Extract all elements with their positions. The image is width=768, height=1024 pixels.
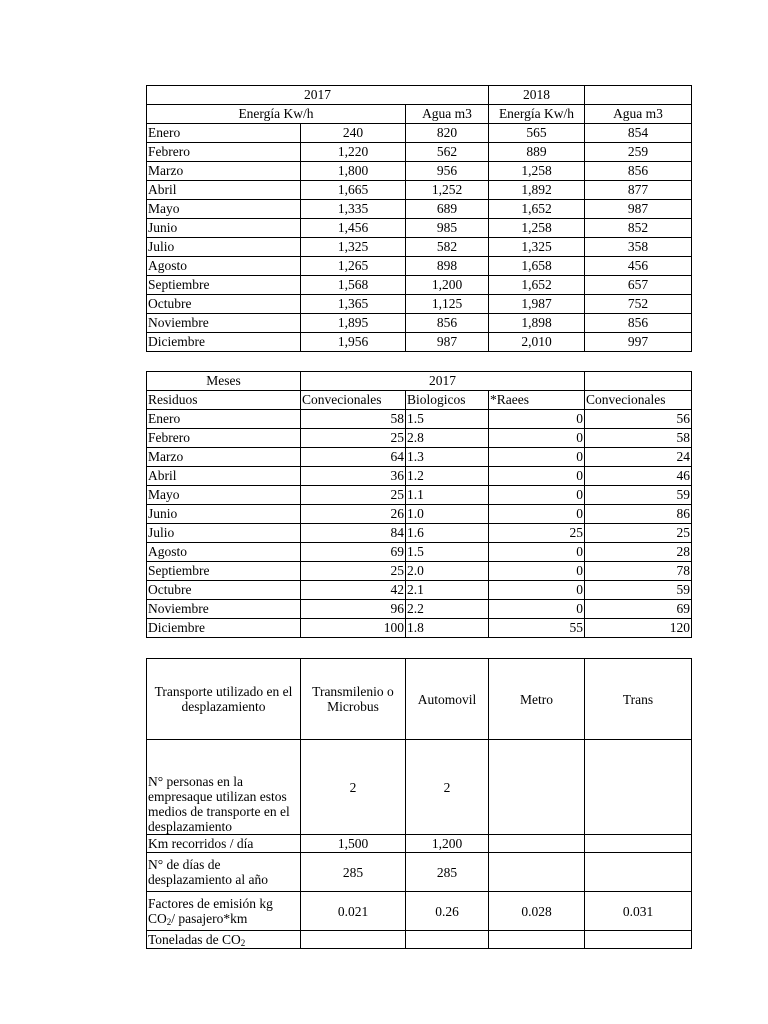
energia-2018-cell: 565	[489, 124, 585, 143]
month-cell: Junio	[147, 219, 301, 238]
convencionales-2-cell: 46	[585, 467, 692, 486]
consumption-row	[147, 219, 692, 238]
toneladas-trans	[585, 931, 692, 949]
trans-header: Trans	[585, 659, 692, 740]
toneladas-metro	[489, 931, 585, 949]
dias-row	[147, 853, 692, 892]
consumption-row	[147, 200, 692, 219]
factor-transmilenio: 0.021	[301, 892, 406, 931]
agua-2017-cell: 956	[406, 162, 489, 181]
biologicos-cell: 1.5	[406, 410, 489, 429]
convencionales-header: Convecionales	[301, 391, 406, 410]
energia-2018-cell: 1,658	[489, 257, 585, 276]
personas-metro	[489, 740, 585, 835]
energia-2018-cell: 1,325	[489, 238, 585, 257]
energia-2017-cell: 1,956	[301, 333, 406, 352]
agua-2018-header: Agua m3	[585, 105, 692, 124]
energia-2018-cell: 1,652	[489, 200, 585, 219]
biologicos-cell: 2.0	[406, 562, 489, 581]
waste-year-header: 2017	[301, 372, 585, 391]
waste-row	[147, 581, 692, 600]
energia-2017-header: Energía Kw/h	[147, 105, 406, 124]
biologicos-cell: 1.1	[406, 486, 489, 505]
month-cell: Febrero	[147, 429, 301, 448]
biologicos-cell: 1.6	[406, 524, 489, 543]
factor-metro: 0.028	[489, 892, 585, 931]
waste-row	[147, 467, 692, 486]
convencionales-2-cell: 28	[585, 543, 692, 562]
km-metro	[489, 835, 585, 853]
raees-cell: 0	[489, 486, 585, 505]
raees-cell: 0	[489, 543, 585, 562]
energia-2017-cell: 240	[301, 124, 406, 143]
consumption-row	[147, 162, 692, 181]
raees-cell: 25	[489, 524, 585, 543]
agua-2018-cell: 854	[585, 124, 692, 143]
convencionales-cell: 69	[301, 543, 406, 562]
agua-2017-header: Agua m3	[406, 105, 489, 124]
consumption-row	[147, 257, 692, 276]
month-cell: Octubre	[147, 581, 301, 600]
waste-row	[147, 562, 692, 581]
agua-2018-cell: 997	[585, 333, 692, 352]
energia-2017-cell: 1,895	[301, 314, 406, 333]
raees-cell: 0	[489, 562, 585, 581]
convencionales-cell: 25	[301, 429, 406, 448]
convencionales-2-cell: 25	[585, 524, 692, 543]
agua-2018-cell: 877	[585, 181, 692, 200]
month-cell: Marzo	[147, 162, 301, 181]
factores-label: Factores de emisión kg $CO_2/$ pasajero*km	[147, 892, 301, 931]
agua-2017-cell: 1,125	[406, 295, 489, 314]
dias-metro	[489, 853, 585, 892]
empty-header-cell	[585, 372, 692, 391]
energia-2017-cell: 1,335	[301, 200, 406, 219]
transporte-header: Transporte utilizado en el desplazamiento	[147, 659, 301, 740]
month-cell: Agosto	[147, 257, 301, 276]
waste-row	[147, 410, 692, 429]
raees-cell: 0	[489, 448, 585, 467]
transmilenio-header: Transmilenio o Microbus	[301, 659, 406, 740]
dias-trans	[585, 853, 692, 892]
agua-2018-cell: 852	[585, 219, 692, 238]
agua-2018-cell: 987	[585, 200, 692, 219]
raees-cell: 0	[489, 505, 585, 524]
convencionales-2-cell: 78	[585, 562, 692, 581]
transport-table	[146, 658, 692, 949]
energia-2018-cell: 1,258	[489, 219, 585, 238]
year-2017-header: 2017	[147, 86, 489, 105]
convencionales-cell: 25	[301, 562, 406, 581]
meses-header: Meses	[147, 372, 301, 391]
convencionales-cell: 64	[301, 448, 406, 467]
agua-2017-cell: 856	[406, 314, 489, 333]
energia-2018-cell: 1,652	[489, 276, 585, 295]
biologicos-cell: 1.8	[406, 619, 489, 638]
convencionales-cell: 84	[301, 524, 406, 543]
energia-2018-cell: 1,898	[489, 314, 585, 333]
agua-2018-cell: 856	[585, 162, 692, 181]
month-cell: Mayo	[147, 486, 301, 505]
month-cell: Febrero	[147, 143, 301, 162]
energia-2018-cell: 889	[489, 143, 585, 162]
consumption-row	[147, 124, 692, 143]
biologicos-cell: 2.8	[406, 429, 489, 448]
residuos-header: Residuos	[147, 391, 301, 410]
agua-2017-cell: 985	[406, 219, 489, 238]
convencionales-2-header: Convecionales	[585, 391, 692, 410]
raees-cell: 0	[489, 429, 585, 448]
dias-transmilenio: 285	[301, 853, 406, 892]
km-row	[147, 835, 692, 853]
energia-2018-cell: 1,987	[489, 295, 585, 314]
convencionales-cell: 96	[301, 600, 406, 619]
energia-2017-cell: 1,800	[301, 162, 406, 181]
empty-header-cell	[585, 86, 692, 105]
month-cell: Octubre	[147, 295, 301, 314]
month-cell: Marzo	[147, 448, 301, 467]
consumption-row	[147, 143, 692, 162]
month-cell: Septiembre	[147, 276, 301, 295]
toneladas-row	[147, 931, 692, 949]
convencionales-2-cell: 59	[585, 581, 692, 600]
energia-2017-cell: 1,568	[301, 276, 406, 295]
consumption-row	[147, 333, 692, 352]
energia-2017-cell: 1,325	[301, 238, 406, 257]
transport-header-row	[147, 659, 692, 740]
year-2018-header: 2018	[489, 86, 585, 105]
agua-2018-cell: 259	[585, 143, 692, 162]
month-cell: Septiembre	[147, 562, 301, 581]
personas-trans	[585, 740, 692, 835]
agua-2017-cell: 582	[406, 238, 489, 257]
convencionales-cell: 100	[301, 619, 406, 638]
km-automovil: 1,200	[406, 835, 489, 853]
consumption-row	[147, 276, 692, 295]
convencionales-2-cell: 56	[585, 410, 692, 429]
energia-2017-cell: 1,220	[301, 143, 406, 162]
month-cell: Abril	[147, 181, 301, 200]
waste-row	[147, 448, 692, 467]
toneladas-automovil	[406, 931, 489, 949]
km-transmilenio: 1,500	[301, 835, 406, 853]
convencionales-cell: 26	[301, 505, 406, 524]
convencionales-2-cell: 59	[585, 486, 692, 505]
convencionales-cell: 42	[301, 581, 406, 600]
waste-row	[147, 486, 692, 505]
energia-2018-header: Energía Kw/h	[489, 105, 585, 124]
factores-row	[147, 892, 692, 931]
waste-row	[147, 600, 692, 619]
biologicos-header: Biologicos	[406, 391, 489, 410]
waste-row	[147, 543, 692, 562]
metro-header: Metro	[489, 659, 585, 740]
month-cell: Enero	[147, 410, 301, 429]
personas-row	[147, 740, 692, 835]
column-header-row	[147, 105, 692, 124]
km-label: Km recorridos / día	[147, 835, 301, 853]
dias-label: N° de días de desplazamiento al año	[147, 853, 301, 892]
energia-2017-cell: 1,456	[301, 219, 406, 238]
biologicos-cell: 2.2	[406, 600, 489, 619]
agua-2017-cell: 1,252	[406, 181, 489, 200]
waste-column-row	[147, 391, 692, 410]
waste-row	[147, 619, 692, 638]
raees-cell: 0	[489, 410, 585, 429]
agua-2018-cell: 856	[585, 314, 692, 333]
agua-2017-cell: 562	[406, 143, 489, 162]
dias-automovil: 285	[406, 853, 489, 892]
consumption-row	[147, 314, 692, 333]
toneladas-label: Toneladas de $CO_2$	[147, 931, 301, 949]
personas-label: N° personas en la empresaque utilizan estos medios de transporte en el desplazamiento	[147, 740, 301, 835]
convencionales-2-cell: 69	[585, 600, 692, 619]
energia-2018-cell: 1,892	[489, 181, 585, 200]
personas-transmilenio: 2	[301, 740, 406, 835]
month-cell: Diciembre	[147, 333, 301, 352]
convencionales-cell: 25	[301, 486, 406, 505]
waste-row	[147, 429, 692, 448]
personas-automovil: 2	[406, 740, 489, 835]
waste-row	[147, 505, 692, 524]
month-cell: Junio	[147, 505, 301, 524]
convencionales-cell: 58	[301, 410, 406, 429]
raees-cell: 0	[489, 581, 585, 600]
agua-2018-cell: 358	[585, 238, 692, 257]
agua-2018-cell: 657	[585, 276, 692, 295]
agua-2017-cell: 987	[406, 333, 489, 352]
convencionales-2-cell: 58	[585, 429, 692, 448]
raees-cell: 55	[489, 619, 585, 638]
factor-automovil: 0.26	[406, 892, 489, 931]
automovil-header: Automovil	[406, 659, 489, 740]
agua-2017-cell: 820	[406, 124, 489, 143]
convencionales-2-cell: 120	[585, 619, 692, 638]
month-cell: Agosto	[147, 543, 301, 562]
raees-cell: 0	[489, 600, 585, 619]
consumption-table	[146, 85, 692, 352]
biologicos-cell: 1.3	[406, 448, 489, 467]
month-cell: Julio	[147, 524, 301, 543]
raees-header: *Raees	[489, 391, 585, 410]
year-header-row	[147, 86, 692, 105]
waste-table	[146, 371, 692, 638]
month-cell: Julio	[147, 238, 301, 257]
month-cell: Abril	[147, 467, 301, 486]
month-cell: Diciembre	[147, 619, 301, 638]
consumption-row	[147, 295, 692, 314]
agua-2017-cell: 689	[406, 200, 489, 219]
month-cell: Noviembre	[147, 314, 301, 333]
energia-2017-cell: 1,665	[301, 181, 406, 200]
month-cell: Enero	[147, 124, 301, 143]
factor-trans: 0.031	[585, 892, 692, 931]
biologicos-cell: 2.1	[406, 581, 489, 600]
agua-2017-cell: 1,200	[406, 276, 489, 295]
consumption-row	[147, 238, 692, 257]
biologicos-cell: 1.2	[406, 467, 489, 486]
agua-2018-cell: 752	[585, 295, 692, 314]
convencionales-cell: 36	[301, 467, 406, 486]
biologicos-cell: 1.5	[406, 543, 489, 562]
convencionales-2-cell: 24	[585, 448, 692, 467]
toneladas-transmilenio	[301, 931, 406, 949]
agua-2018-cell: 456	[585, 257, 692, 276]
energia-2018-cell: 2,010	[489, 333, 585, 352]
km-trans	[585, 835, 692, 853]
month-cell: Mayo	[147, 200, 301, 219]
biologicos-cell: 1.0	[406, 505, 489, 524]
waste-row	[147, 524, 692, 543]
energia-2017-cell: 1,365	[301, 295, 406, 314]
month-cell: Noviembre	[147, 600, 301, 619]
agua-2017-cell: 898	[406, 257, 489, 276]
raees-cell: 0	[489, 467, 585, 486]
energia-2017-cell: 1,265	[301, 257, 406, 276]
waste-year-row	[147, 372, 692, 391]
convencionales-2-cell: 86	[585, 505, 692, 524]
consumption-row	[147, 181, 692, 200]
energia-2018-cell: 1,258	[489, 162, 585, 181]
